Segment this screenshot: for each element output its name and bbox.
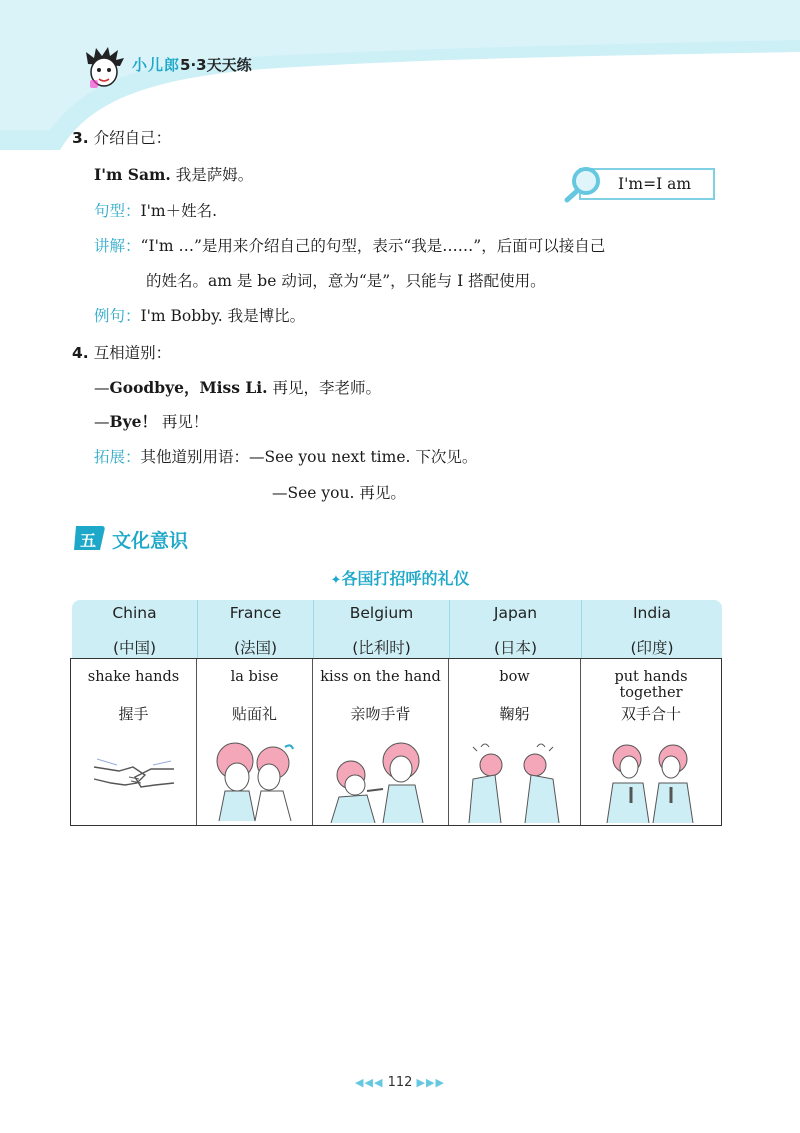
shake-hands-illustration — [89, 739, 179, 809]
item3-pattern — [94, 199, 217, 221]
brand-series: 5·3天天练 — [180, 56, 252, 74]
country-en: France — [229, 604, 282, 622]
header-cell — [582, 600, 722, 658]
header-cell — [450, 600, 582, 658]
greeting-cn: 贴面礼 — [231, 705, 277, 723]
country-en: China — [112, 604, 157, 622]
brand-cn: 小儿郎 — [132, 56, 181, 74]
header-cell — [72, 600, 198, 658]
cheek-kiss-illustration — [205, 739, 305, 823]
mascot-boy-icon — [80, 44, 128, 92]
greeting-cn: 双手合十 — [620, 705, 681, 723]
item4-heading: 互相道别： — [93, 344, 172, 362]
left-arrows-icon: ◀◀◀ — [355, 1076, 384, 1089]
hands-together-illustration — [591, 739, 711, 823]
greeting-en: shake hands — [87, 669, 180, 685]
table-body-row — [70, 658, 722, 826]
greeting-cell — [71, 659, 197, 825]
line2-en: Bye！ — [109, 412, 157, 431]
item4-line1 — [94, 376, 381, 398]
explain-label: 讲解： — [94, 237, 141, 255]
country-en: Japan — [493, 604, 538, 622]
item3-example-en: I'm Sam. — [94, 165, 171, 184]
diamond-icon: ✦ — [330, 573, 342, 588]
table-header-row — [72, 600, 722, 658]
greeting-cn: 亲吻手背 — [350, 705, 411, 723]
greeting-en: kiss on the hand — [320, 669, 441, 685]
greeting-cn: 鞠躬 — [499, 705, 530, 723]
greeting-cell — [313, 659, 449, 825]
line1-dash: — — [94, 379, 110, 397]
item4-line2 — [94, 410, 208, 432]
item3-example-cn: 我是萨姆。 — [175, 166, 254, 184]
section-badge-text: 五 — [80, 531, 97, 550]
extend-label: 拓展： — [94, 448, 141, 466]
line2-cn: 再见！ — [161, 413, 209, 431]
pattern-text: I'm＋姓名. — [140, 202, 218, 220]
item3-sample — [94, 304, 305, 326]
header-cell — [198, 600, 314, 658]
sample-label: 例句： — [94, 307, 141, 325]
note-text: I'm=I am — [618, 175, 692, 193]
table-title-text: 各国打招呼的礼仪 — [341, 569, 470, 588]
line1-en: Goodbye，Miss Li. — [109, 378, 268, 397]
country-cn: (日本) — [493, 639, 538, 657]
pattern-label: 句型： — [94, 202, 141, 220]
explain-line2: 的姓名。am 是 be 动词，意为“是”，只能与 I 搭配使用。 — [146, 272, 546, 290]
greeting-en: put hands together — [614, 669, 688, 701]
country-cn: (印度) — [630, 639, 674, 657]
item3-heading: 介绍自己： — [93, 129, 172, 147]
bow-illustration — [455, 739, 575, 823]
item3-number: 3. — [72, 129, 89, 147]
item4-extend — [94, 445, 477, 467]
extend-line1: 其他道别用语：—See you next time. 下次见。 — [140, 448, 478, 466]
brand-title — [132, 54, 252, 75]
sample-text: I'm Bobby. 我是博比。 — [140, 307, 306, 325]
greeting-en: la bise — [230, 669, 279, 685]
greeting-cn: 握手 — [118, 705, 149, 723]
page-number: 112 — [387, 1075, 413, 1090]
country-cn: (比利时) — [352, 639, 411, 657]
greeting-cell — [581, 659, 721, 825]
greeting-cell — [197, 659, 313, 825]
item4-heading-line — [72, 341, 171, 363]
country-en: Belgium — [349, 604, 414, 622]
line1-cn: 再见，李老师。 — [272, 379, 381, 397]
extend-line2: —See you. 再见。 — [272, 484, 406, 502]
item3-explain-1 — [94, 234, 605, 256]
item3-heading-line — [72, 126, 171, 148]
explain-line1: “I'm …”是用来介绍自己的句型，表示“我是……”，后面可以接自己 — [140, 237, 606, 255]
section-title: 文化意识 — [112, 530, 189, 552]
country-en: India — [632, 604, 672, 622]
page-footer — [0, 1075, 800, 1090]
item4-number: 4. — [72, 344, 89, 362]
item3-example — [94, 163, 253, 185]
greeting-en: bow — [499, 669, 530, 685]
country-cn: (中国) — [112, 639, 157, 657]
right-arrows-icon: ▶▶▶ — [416, 1076, 445, 1089]
table-title — [0, 566, 800, 589]
greeting-cell — [449, 659, 581, 825]
country-cn: (法国) — [233, 639, 278, 657]
line2-dash: — — [94, 413, 110, 431]
hand-kiss-illustration — [321, 739, 441, 823]
header-cell — [314, 600, 450, 658]
